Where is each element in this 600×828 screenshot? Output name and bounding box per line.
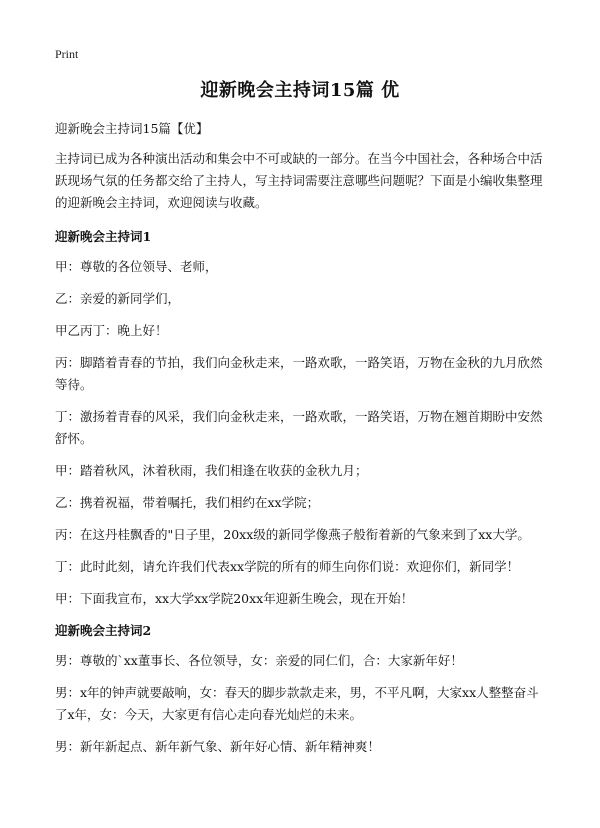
document-body xyxy=(55,118,545,768)
section-heading: 迎新晚会主持词1 xyxy=(55,229,152,244)
script-line: 丁：激扬着青春的风采，我们向金秋走来，一路欢歌，一路笑语，万物在翘首期盼中安然舒怀。 xyxy=(55,409,543,446)
script-line: 男：尊敬的`xx董事长、各位领导，女：亲爱的同仁们，合：大家新年好！ xyxy=(55,653,463,668)
script-line: 丙：脚踏着青春的节拍，我们向金秋走来，一路欢歌，一路笑语，万物在金秋的九月欣然等待。 xyxy=(55,355,543,392)
script-line: 男：新年新起点、新年新气象、新年好心情、新年精神爽！ xyxy=(55,739,381,754)
script-line: 丁：此时此刻，请允许我们代表xx学院的所有的师生向你们说：欢迎你们，新同学！ xyxy=(55,559,520,574)
intro-paragraph: 主持词已成为各种演出活动和集会中不可或缺的一部分。在当今中国社会，各种场合中活跃现场气氛的任务都交给了主持人，写主持词需要注意哪些问题呢？下面是小编收集整理的迎新晚会主持词，欢迎阅读与收藏。 xyxy=(55,151,543,210)
script-line: 甲：尊敬的各位领导、老师， xyxy=(55,259,218,274)
script-line: 丙：在这丹桂飘香的"日子里，20xx级的新同学像燕子般衔着新的气象来到了xx大学。 xyxy=(55,527,530,542)
print-label: Print xyxy=(55,47,79,61)
script-line: 甲：下面我宣布，xx大学xx学院20xx年迎新生晚会，现在开始！ xyxy=(55,591,414,606)
section-heading: 迎新晚会主持词2 xyxy=(55,623,152,638)
script-line: 甲乙丙丁：晚上好！ xyxy=(55,323,168,338)
document-title: 迎新晚会主持词15篇 优 xyxy=(200,80,400,101)
script-line: 甲：踏着秋风，沐着秋雨，我们相逢在收获的金秋九月； xyxy=(55,463,368,478)
script-line: 乙：亲爱的新同学们， xyxy=(55,291,181,306)
script-line: 乙：携着祝福，带着嘱托，我们相约在xx学院； xyxy=(55,495,320,510)
script-line: 男：x年的钟声就要敲响，女：春天的脚步款款走来，男，不平凡啊，大家xx人整整奋斗了x年，女：今天，大家更有信心走向春光灿烂的未来。 xyxy=(55,685,539,722)
document-subtitle: 迎新晚会主持词15篇【优】 xyxy=(55,121,209,136)
